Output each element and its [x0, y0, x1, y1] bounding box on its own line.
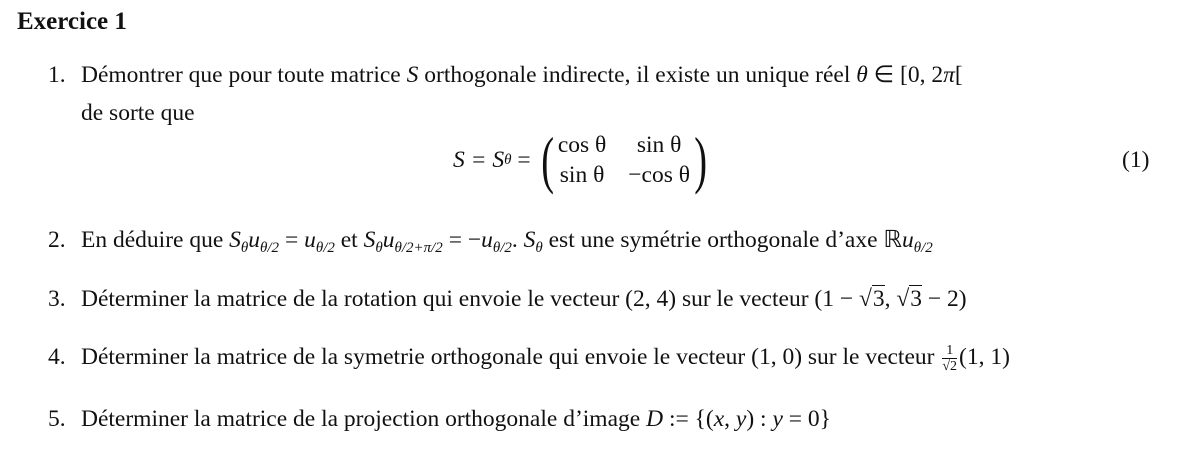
- equation-1: [453, 124, 711, 195]
- math-symbol: D: [646, 406, 664, 432]
- text: − 2): [922, 286, 967, 312]
- denominator: √2: [942, 359, 958, 374]
- text: Déterminer la matrice de la projection orthogonale d’image: [81, 406, 647, 432]
- numerator: 1: [942, 343, 957, 359]
- item-number: 4.: [48, 343, 66, 370]
- math-symbol: S: [229, 227, 241, 253]
- equation-lhs-subscript: θ: [504, 151, 512, 168]
- math-symbol: u: [382, 227, 395, 253]
- subscript: θ/2: [315, 240, 335, 256]
- text: Déterminer la matrice de la rotation qui envoie le vecteur (2, 4) sur le vecteur (1 − √: [81, 286, 872, 312]
- subscript: θ: [375, 240, 383, 256]
- item-number: 5.: [48, 406, 66, 432]
- math-symbol: y: [735, 406, 747, 432]
- math-symbol: θ: [856, 62, 868, 88]
- exercise-item-2: [48, 225, 933, 257]
- math-symbol: u: [248, 227, 261, 253]
- rotation-matrix: [558, 130, 690, 190]
- math-symbol: S: [523, 227, 536, 253]
- text: En déduire que: [81, 227, 230, 253]
- fraction: [942, 343, 957, 374]
- exercise-title: Exercice 1: [17, 8, 127, 35]
- math-symbol: S: [363, 227, 376, 253]
- item-1-continuation: de sorte que: [81, 100, 195, 126]
- text: ∈ [0, 2: [867, 62, 944, 88]
- exercise-item-1: [48, 60, 963, 89]
- text: est une symétrie orthogonale d’axe ℝ: [542, 227, 902, 253]
- equation-number: (1): [1122, 147, 1150, 173]
- subscript: θ/2: [913, 240, 933, 256]
- math-symbol: π: [943, 62, 955, 88]
- equation-lhs: S = S: [453, 146, 505, 173]
- matrix-cell: sin θ: [559, 162, 605, 188]
- text: .: [511, 227, 524, 253]
- subscript: θ/2: [492, 240, 512, 256]
- matrix-cell: sin θ: [636, 132, 682, 158]
- text: (1, 1): [959, 343, 1010, 370]
- text: Déterminer la matrice de la symetrie orthogonale qui envoie le vecteur (1, 0) sur le vecteur: [81, 343, 941, 370]
- text: [: [954, 62, 963, 88]
- math-symbol: S: [406, 62, 419, 88]
- exercise-item-5: [48, 406, 831, 433]
- item-number: 3.: [48, 286, 66, 312]
- subscript: θ/2+π/2: [394, 240, 443, 256]
- subscript: θ/2: [260, 240, 280, 256]
- text: ) :: [746, 406, 773, 432]
- matrix-cell: cos θ: [557, 132, 607, 158]
- right-parenthesis: ): [694, 124, 708, 195]
- radicand: 3: [872, 286, 885, 312]
- subscript: θ: [535, 240, 543, 256]
- text: orthogonale indirecte, il existe un unique réel: [418, 62, 857, 88]
- text: ,: [724, 406, 736, 432]
- math-symbol: x: [713, 406, 725, 432]
- math-symbol: u: [481, 227, 493, 253]
- math-symbol: u: [304, 227, 316, 253]
- text: =: [279, 227, 305, 253]
- left-parenthesis: (: [540, 124, 554, 195]
- matrix-cell: −cos θ: [628, 162, 690, 188]
- text: , √: [884, 286, 910, 312]
- exercise-item-4: [48, 343, 1010, 374]
- item-number: 2.: [48, 227, 66, 253]
- equation-equals: =: [511, 146, 537, 173]
- subscript: θ: [240, 240, 249, 256]
- radicand: 3: [910, 286, 923, 312]
- exercise-item-3: [48, 286, 967, 313]
- math-symbol: u: [902, 227, 914, 253]
- text: := {(: [663, 406, 714, 432]
- text: = 0}: [782, 406, 831, 432]
- text: Démontrer que pour toute matrice: [81, 62, 407, 88]
- text: et: [334, 227, 364, 253]
- text: = −: [442, 227, 482, 253]
- math-symbol: y: [772, 406, 783, 432]
- item-number: 1.: [48, 62, 66, 88]
